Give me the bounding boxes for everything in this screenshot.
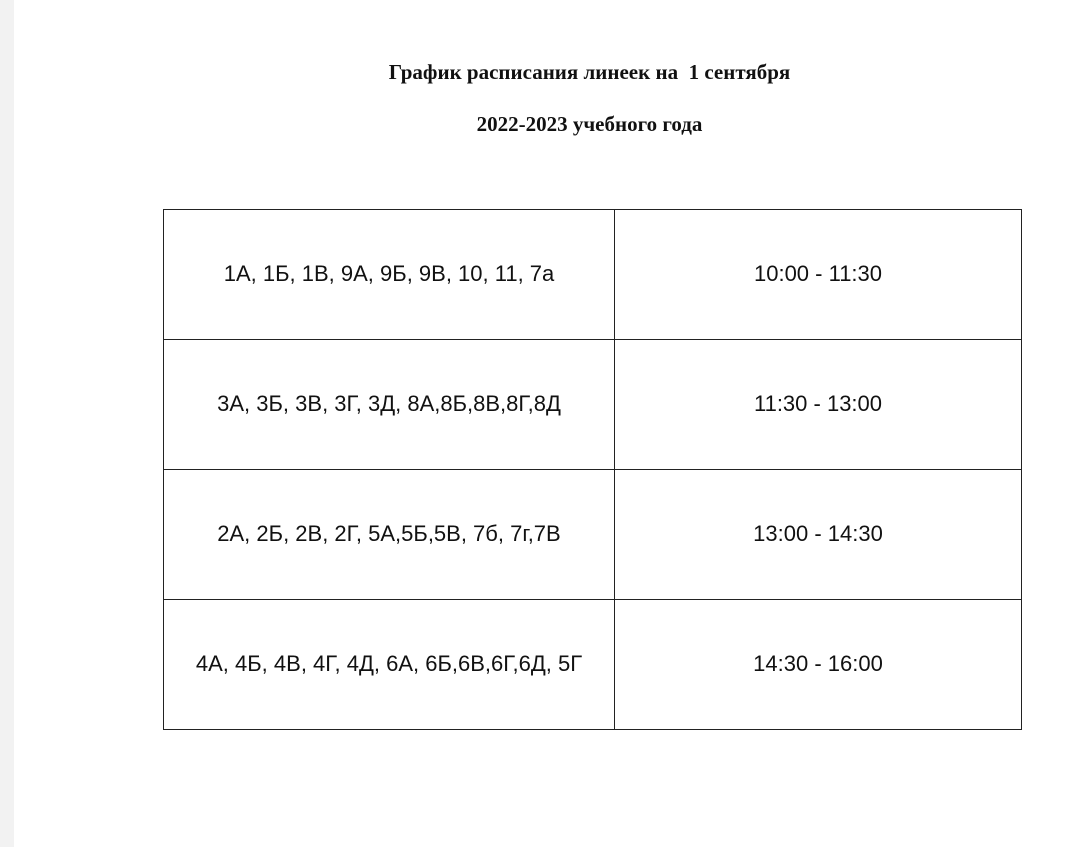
table-row [164,340,1022,470]
table-row [164,470,1022,600]
time-cell: 13:00 - 14:30 [615,470,1022,600]
classes-cell: 4А, 4Б, 4В, 4Г, 4Д, 6А, 6Б,6В,6Г,6Д, 5Г [164,600,615,730]
table-row [164,210,1022,340]
time-cell: 14:30 - 16:00 [615,600,1022,730]
document-subtitle: 2022-2023 учебного года [476,112,703,136]
document-title: График расписания линеек на 1 сентября [388,60,791,84]
classes-cell: 1А, 1Б, 1В, 9А, 9Б, 9В, 10, 11, 7а [164,210,615,340]
table-row [164,600,1022,730]
time-cell: 11:30 - 13:00 [615,340,1022,470]
document-page [14,0,1065,847]
time-cell: 10:00 - 11:30 [615,210,1022,340]
classes-cell: 2А, 2Б, 2В, 2Г, 5А,5Б,5В, 7б, 7г,7В [164,470,615,600]
schedule-table [163,209,1022,730]
classes-cell: 3А, 3Б, 3В, 3Г, 3Д, 8А,8Б,8В,8Г,8Д [164,340,615,470]
